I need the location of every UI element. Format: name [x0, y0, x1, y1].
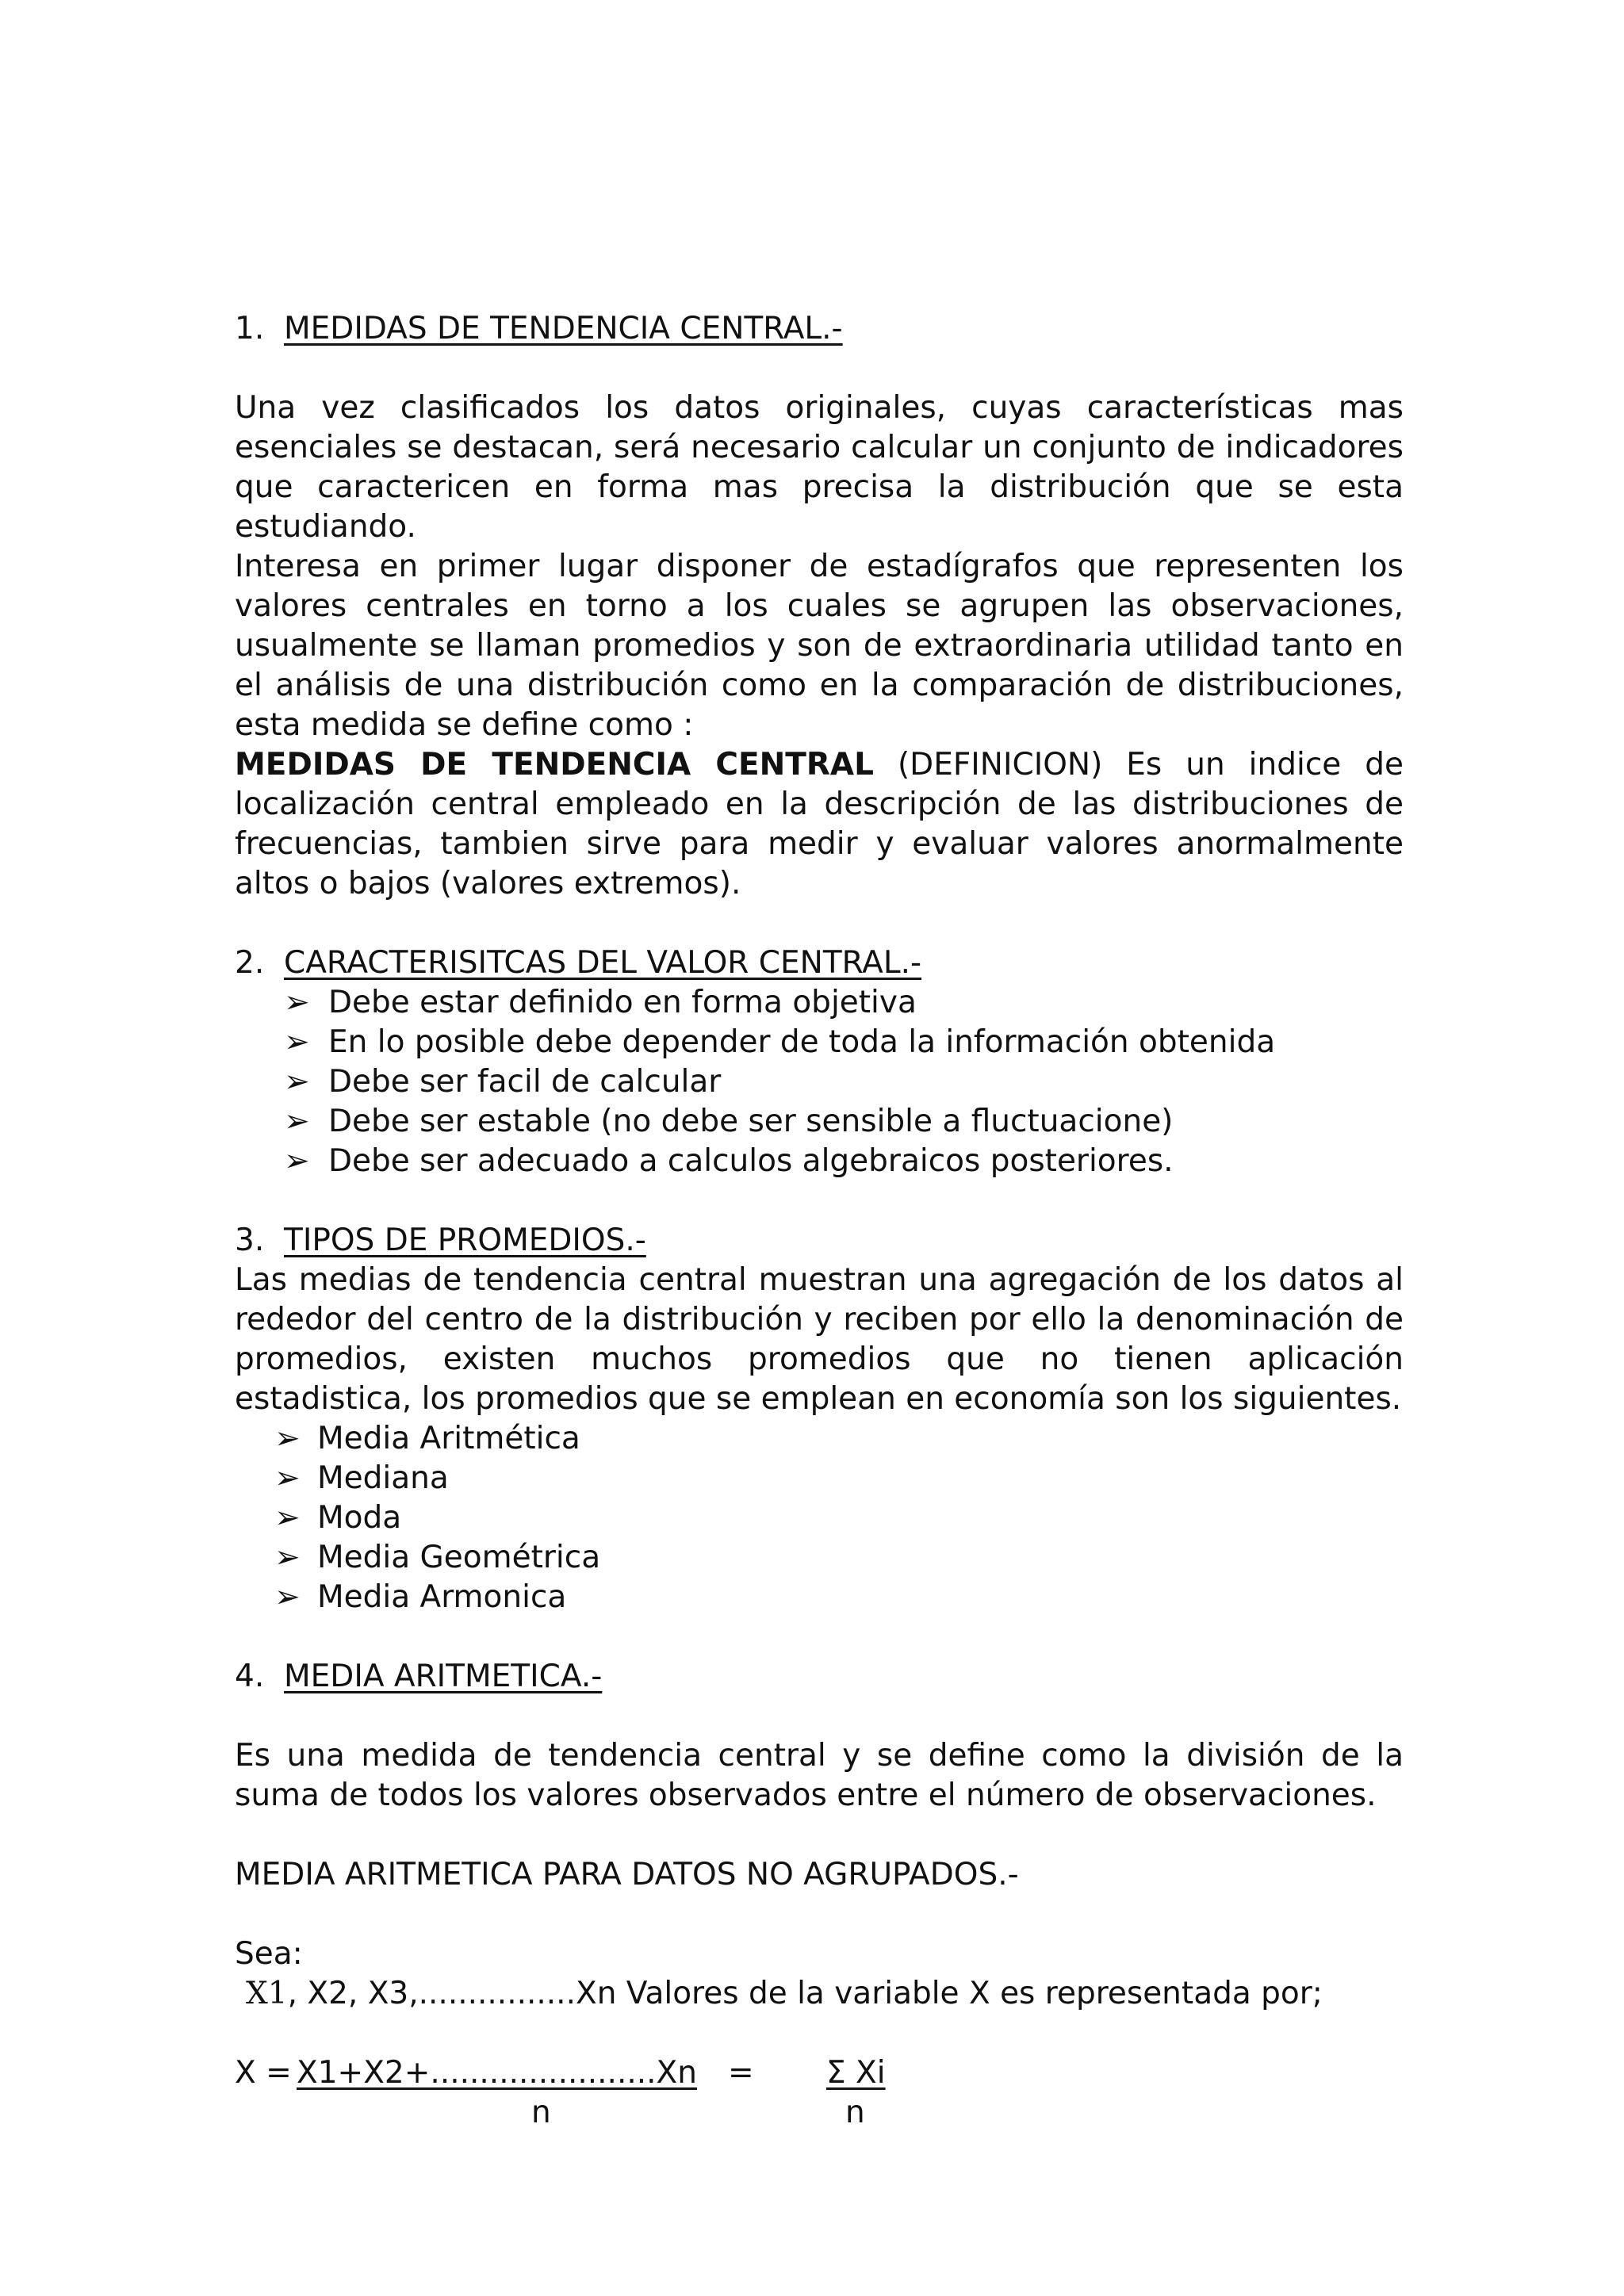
intro-paragraph-2: Interesa en primer lugar disponer de estadígrafos que representen los valores centrales en torno a los cuales se agrupen las observaciones, usualmente se llaman promedios y son de extraordinaria utilidad tanto en el análisis de una distribución como en la comparación de distribuciones, esta medida se define como : [235, 549, 1404, 743]
arrow-bullet-icon: ➢ [284, 1104, 310, 1139]
list-item: ➢ Moda [235, 1498, 1404, 1538]
mean-formula [235, 2053, 1404, 2133]
list-item: ➢ En lo posible debe depender de toda la información obtenida [235, 1023, 1404, 1062]
arrow-bullet-icon: ➢ [274, 1460, 301, 1496]
arrow-bullet-icon: ➢ [274, 1500, 301, 1536]
section-number: 2. [235, 945, 265, 981]
section-heading-2 [235, 943, 1404, 983]
section-title: TIPOS DE PROMEDIOS.- [284, 1223, 646, 1258]
list-item: ➢ Debe ser estable (no debe ser sensible a fluctuacione) [235, 1102, 1404, 1142]
intro-paragraph-1: Una vez clasificados los datos originales, cuyas características mas esenciales se destacan, será necesario calcular un conjunto de indicadores que caractericen en forma mas precisa la distribución que se esta estudiando. [235, 390, 1404, 545]
tipos-paragraph: Las medias de tendencia central muestran una agregación de los datos al rededor del centro de la distribución y reciben por ello la denominación de promedios, existen muchos promedios que no tienen aplicación estadistica, los promedios que se emplean en economía son los siguientes. [235, 1262, 1404, 1417]
document-page [235, 309, 1404, 2133]
section-number: 3. [235, 1223, 265, 1258]
list-item: ➢ Media Armonica [235, 1578, 1404, 1617]
section-title: CARACTERISITCAS DEL VALOR CENTRAL.- [284, 945, 922, 981]
arrow-bullet-icon: ➢ [274, 1579, 301, 1615]
definition-text: (DEFINICION) Es un indice de localización central empleado en la descripción de las distribuciones de frecuencias, tambien sirve para medir y evaluar valores anormalmente altos o bajos (valores extremos). [235, 747, 1404, 901]
formula-sum-denominator: n [845, 2095, 865, 2130]
list-item: ➢ Debe ser facil de calcular [235, 1062, 1404, 1102]
formula-lhs: X = [235, 2055, 302, 2091]
formula-equals: = [728, 2055, 754, 2091]
values-text: , X2, X3,................Xn Valores de la variable X es representada por; [287, 1976, 1323, 2011]
subheading: MEDIA ARITMETICA PARA DATOS NO AGRUPADOS.- [235, 1857, 1019, 1892]
list-item: ➢ Media Geométrica [235, 1538, 1404, 1578]
definition-term: MEDIDAS DE TENDENCIA CENTRAL [235, 747, 874, 783]
list-item: ➢ Mediana [235, 1459, 1404, 1498]
section-heading-1 [235, 309, 1404, 349]
formula-denominator: n [531, 2095, 551, 2130]
x1-symbol: X1 [246, 1976, 288, 2011]
section-title: MEDIDAS DE TENDENCIA CENTRAL.- [284, 311, 843, 346]
values-line [235, 1974, 1404, 2014]
section-number: 1. [235, 311, 265, 346]
section-number: 4. [235, 1659, 265, 1694]
section-heading-3 [235, 1221, 1404, 1261]
arrow-bullet-icon: ➢ [284, 1143, 310, 1179]
arrow-bullet-icon: ➢ [284, 1024, 310, 1060]
section-heading-4 [235, 1657, 1404, 1697]
definition-paragraph [235, 745, 1404, 904]
arrow-bullet-icon: ➢ [284, 1064, 310, 1100]
formula-sum-numerator: Σ Xi [826, 2055, 886, 2091]
arrow-bullet-icon: ➢ [284, 985, 310, 1020]
list-item: ➢ Debe estar definido en forma objetiva [235, 983, 1404, 1023]
arrow-bullet-icon: ➢ [274, 1540, 301, 1575]
section-title: MEDIA ARITMETICA.- [284, 1659, 603, 1694]
formula-numerator: X1+X2+.......................Xn [297, 2055, 697, 2091]
list-item: ➢ Media Aritmética [235, 1419, 1404, 1459]
media-definition: Es una medida de tendencia central y se define como la división de la suma de todos los valores observados entre el número de observaciones. [235, 1738, 1404, 1813]
list-item: ➢ Debe ser adecuado a calculos algebraicos posteriores. [235, 1142, 1404, 1181]
sea-label: Sea: [235, 1936, 303, 1972]
characteristics-list [235, 983, 1404, 1181]
arrow-bullet-icon: ➢ [274, 1421, 301, 1456]
tipos-list [235, 1419, 1404, 1617]
